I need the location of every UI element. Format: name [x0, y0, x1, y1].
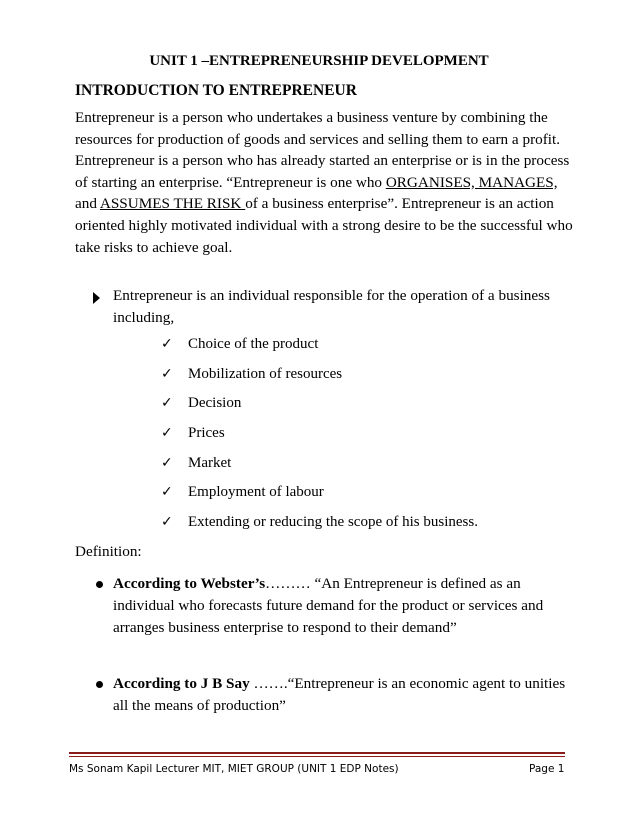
definition-item — [113, 673, 565, 717]
checkmark-icon: ✓ — [161, 395, 173, 411]
underlined-text: ASSUMES THE RISK — [99, 195, 246, 213]
definition-item — [113, 573, 543, 639]
intro-paragraph — [75, 107, 575, 258]
checklist-item — [161, 511, 541, 533]
definition-label: Definition: — [75, 543, 142, 560]
intro-line: take risks to achieve goal. — [75, 238, 233, 256]
intro-text: and — [75, 195, 100, 213]
checkmark-icon: ✓ — [161, 455, 173, 471]
checkmark-icon: ✓ — [161, 514, 173, 530]
footer-author: Ms Sonam Kapil Lecturer MIT, MIET GROUP (UNIT 1 EDP Notes) — [69, 763, 399, 775]
definition-line — [113, 573, 543, 595]
checklist-item — [161, 392, 521, 414]
checklist-label: Mobilization of resources — [188, 366, 343, 382]
page-title: UNIT 1 –ENTREPRENEURSHIP DEVELOPMENT — [149, 53, 489, 69]
page-number: Page 1 — [529, 763, 565, 775]
bullet-icon — [96, 581, 103, 588]
checklist-item — [161, 481, 521, 503]
definition-line — [113, 673, 565, 695]
checkmark-icon: ✓ — [161, 425, 173, 441]
intro-line — [75, 193, 575, 215]
arrow-point-line: Entrepreneur is an individual responsible for the operation of a business — [113, 287, 550, 304]
checkmark-icon: ✓ — [161, 484, 173, 500]
definition-text: …….“Entrepreneur is an economic agent to unities — [249, 675, 566, 692]
definition-text: ……… “An Entrepreneur is defined as an — [265, 575, 521, 592]
checklist-item — [161, 363, 521, 385]
checklist-item — [161, 333, 521, 355]
bullet-icon — [96, 681, 103, 688]
intro-text: of starting an enterprise. “Entrepreneur is one who — [75, 173, 386, 191]
footer-divider — [69, 752, 565, 754]
checkmark-icon: ✓ — [161, 336, 173, 352]
intro-line: Entrepreneur is a person who has already started an enterprise or is in the process — [75, 152, 570, 170]
definition-source: According to J B Say — [113, 675, 250, 692]
definition-line: all the means of production” — [113, 697, 286, 714]
checklist-label: Market — [188, 455, 232, 471]
checklist-item — [161, 422, 521, 444]
arrow-point — [113, 285, 550, 329]
intro-text: of a business enterprise”. Entrepreneur is an action — [245, 195, 554, 213]
intro-line: oriented highly motivated individual with a strong desire to be the successful who — [75, 216, 573, 234]
definition-line: individual who forecasts future demand for the product or services and — [113, 597, 544, 614]
definition-line: arranges business enterprise to respond to their demand” — [113, 619, 457, 636]
footer-divider-thin — [69, 756, 565, 757]
section-heading: INTRODUCTION TO ENTREPRENEUR — [75, 82, 357, 99]
checklist-item — [161, 452, 521, 474]
intro-line: resources for production of goods and services and selling them to earn a profit. — [75, 130, 561, 148]
checklist-label: Employment of labour — [188, 484, 324, 500]
intro-line: Entrepreneur is a person who undertakes a business venture by combining the — [75, 109, 548, 126]
checklist-label: Prices — [188, 425, 225, 441]
arrow-point-line: including, — [113, 309, 175, 326]
definition-source: According to Webster’s — [113, 575, 266, 592]
checklist-label: Decision — [188, 395, 242, 411]
intro-line — [75, 172, 575, 194]
checklist-label: Extending or reducing the scope of his business. — [188, 514, 478, 530]
underlined-text: ORGANISES, MANAGES, — [385, 173, 558, 191]
arrow-bullet-icon — [93, 292, 100, 304]
checkmark-icon: ✓ — [161, 366, 173, 382]
checklist-label: Choice of the product — [188, 336, 319, 352]
